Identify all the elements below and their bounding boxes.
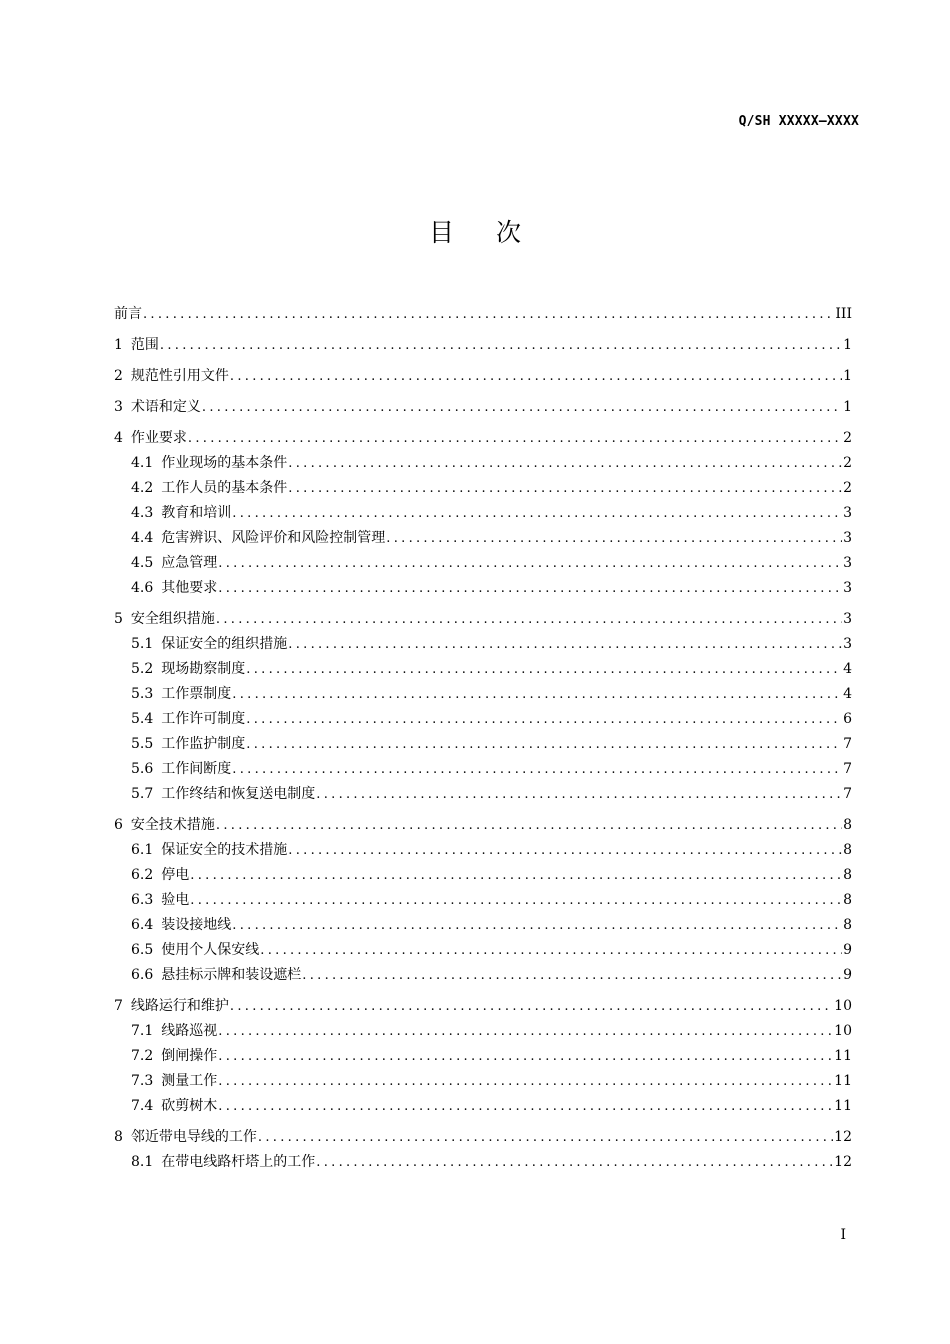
- toc-entry[interactable]: [114, 657, 852, 682]
- toc-entry-number: 5.2: [131, 661, 154, 677]
- toc-entry-number: 1: [114, 337, 123, 353]
- toc-entry-page: 1: [843, 337, 852, 353]
- toc-dot-leader: [232, 913, 842, 938]
- page-number: I: [840, 1227, 846, 1243]
- document-code: Q/SH XXXXX—XXXX: [738, 114, 859, 129]
- toc-entry[interactable]: [114, 707, 852, 732]
- toc-entry-number: 5.3: [131, 686, 154, 702]
- toc-entry-title: 范围: [130, 337, 159, 353]
- toc-entry[interactable]: [114, 632, 852, 657]
- toc-entry-title: 在带电线路杆塔上的工作: [161, 1154, 316, 1170]
- toc-entry-number: 4.3: [131, 505, 154, 521]
- toc-dot-leader: [230, 364, 842, 389]
- toc-entry-page: 12: [834, 1129, 852, 1145]
- toc-entry-title: 教育和培训: [161, 505, 232, 521]
- toc-entry[interactable]: [114, 451, 852, 476]
- toc-entry-title: 规范性引用文件: [130, 368, 229, 384]
- toc-dot-leader: [218, 1069, 833, 1094]
- toc-dot-leader: [386, 526, 842, 551]
- toc-dot-leader: [316, 1150, 833, 1175]
- toc-entry[interactable]: [114, 333, 852, 358]
- toc-entry[interactable]: [114, 1094, 852, 1119]
- toc-entry-title: 测量工作: [161, 1073, 218, 1089]
- toc-entry-title: 使用个人保安线: [161, 942, 260, 958]
- toc-entry-page: 1: [843, 399, 852, 415]
- toc-entry-title: 安全组织措施: [130, 611, 215, 627]
- toc-entry[interactable]: [114, 913, 852, 938]
- toc-entry-number: 5.4: [131, 711, 154, 727]
- toc-entry-page: 3: [843, 636, 852, 652]
- toc-entry-title: 线路巡视: [161, 1023, 218, 1039]
- toc-entry-page: 6: [843, 711, 852, 727]
- toc-dot-leader: [232, 501, 842, 526]
- toc-entry-page: 9: [843, 967, 852, 983]
- toc-dot-leader: [188, 426, 842, 451]
- toc-entry-number: 6.1: [131, 842, 154, 858]
- toc-entry-page: 3: [843, 555, 852, 571]
- toc-entry[interactable]: [114, 1044, 852, 1069]
- toc-entry-number: 6.6: [131, 967, 154, 983]
- toc-entry-title: 工作监护制度: [161, 736, 246, 752]
- toc-entry-number: 3: [114, 399, 123, 415]
- toc-entry-page: 7: [843, 736, 852, 752]
- toc-entry-title: 工作间断度: [161, 761, 232, 777]
- toc-entry-number: 5.1: [131, 636, 154, 652]
- toc-dot-leader: [143, 302, 834, 327]
- toc-entry-page: 9: [843, 942, 852, 958]
- toc-entry-number: 7.3: [131, 1073, 154, 1089]
- toc-entry-page: 8: [843, 867, 852, 883]
- toc-entry-page: 10: [834, 998, 852, 1014]
- toc-entry[interactable]: [114, 426, 852, 451]
- toc-entry[interactable]: [114, 501, 852, 526]
- toc-entry-title: 保证安全的组织措施: [161, 636, 288, 652]
- table-of-contents: [114, 302, 852, 1175]
- toc-entry-title: 现场勘察制度: [161, 661, 246, 677]
- toc-entry[interactable]: [114, 938, 852, 963]
- toc-dot-leader: [218, 1044, 833, 1069]
- toc-dot-leader: [202, 395, 842, 420]
- toc-dot-leader: [190, 888, 842, 913]
- toc-entry-page: 4: [843, 661, 852, 677]
- toc-entry-number: 5: [114, 611, 123, 627]
- toc-entry[interactable]: [114, 364, 852, 389]
- toc-entry-page: 7: [843, 761, 852, 777]
- toc-entry-title: 作业现场的基本条件: [161, 455, 288, 471]
- toc-entry[interactable]: [114, 476, 852, 501]
- toc-entry-number: 5.7: [131, 786, 154, 802]
- toc-entry[interactable]: [114, 576, 852, 601]
- toc-entry[interactable]: [114, 1150, 852, 1175]
- toc-entry[interactable]: [114, 1125, 852, 1150]
- toc-entry-page: 11: [834, 1048, 852, 1064]
- toc-dot-leader: [260, 938, 842, 963]
- toc-entry-number: 4.5: [131, 555, 154, 571]
- toc-dot-leader: [302, 963, 842, 988]
- toc-entry-page: 3: [843, 530, 852, 546]
- toc-entry-number: 6.2: [131, 867, 154, 883]
- toc-dot-leader: [288, 451, 842, 476]
- toc-entry-title: 工作许可制度: [161, 711, 246, 727]
- toc-entry-number: 6.5: [131, 942, 154, 958]
- toc-entry-page: 8: [843, 892, 852, 908]
- toc-entry-number: 7.2: [131, 1048, 154, 1064]
- toc-entry-title: 作业要求: [130, 430, 187, 446]
- toc-entry-page: 12: [834, 1154, 852, 1170]
- toc-entry-page: 3: [843, 580, 852, 596]
- toc-dot-leader: [246, 707, 842, 732]
- toc-entry[interactable]: [114, 302, 852, 327]
- toc-dot-leader: [218, 551, 842, 576]
- toc-dot-leader: [230, 994, 833, 1019]
- toc-entry-number: 7.4: [131, 1098, 154, 1114]
- toc-entry-page: 2: [843, 430, 852, 446]
- toc-entry-title: 其他要求: [161, 580, 218, 596]
- toc-entry[interactable]: [114, 963, 852, 988]
- toc-entry-page: 2: [843, 455, 852, 471]
- toc-entry-number: 5.6: [131, 761, 154, 777]
- toc-entry[interactable]: [114, 1069, 852, 1094]
- toc-dot-leader: [216, 607, 842, 632]
- toc-dot-leader: [232, 757, 842, 782]
- toc-entry-title: 砍剪树木: [161, 1098, 218, 1114]
- toc-entry-page: 7: [843, 786, 852, 802]
- toc-entry[interactable]: [114, 682, 852, 707]
- toc-dot-leader: [216, 813, 842, 838]
- toc-entry-title: 术语和定义: [130, 399, 201, 415]
- toc-entry-number: 7: [114, 998, 123, 1014]
- toc-entry[interactable]: [114, 838, 852, 863]
- toc-dot-leader: [160, 333, 842, 358]
- toc-dot-leader: [288, 632, 842, 657]
- toc-entry-page: 1: [843, 368, 852, 384]
- toc-entry-number: 4: [114, 430, 123, 446]
- toc-entry-page: 11: [834, 1073, 852, 1089]
- toc-dot-leader: [288, 476, 842, 501]
- toc-entry-number: 2: [114, 368, 123, 384]
- toc-dot-leader: [246, 732, 842, 757]
- toc-entry-title: 停电: [161, 867, 190, 883]
- toc-entry[interactable]: [114, 994, 852, 1019]
- toc-entry[interactable]: [114, 607, 852, 632]
- toc-entry-title: 悬挂标示牌和装设遮栏: [161, 967, 302, 983]
- toc-entry-title: 工作人员的基本条件: [161, 480, 288, 496]
- toc-dot-leader: [218, 576, 842, 601]
- toc-entry-title: 装设接地线: [161, 917, 232, 933]
- toc-entry-number: 8: [114, 1129, 123, 1145]
- toc-dot-leader: [232, 682, 842, 707]
- toc-entry-title: 验电: [161, 892, 190, 908]
- toc-entry-page: 2: [843, 480, 852, 496]
- toc-entry-number: 7.1: [131, 1023, 154, 1039]
- toc-entry-page: 4: [843, 686, 852, 702]
- toc-entry-number: 5.5: [131, 736, 154, 752]
- toc-entry-page: 8: [843, 817, 852, 833]
- toc-dot-leader: [218, 1019, 833, 1044]
- toc-entry[interactable]: [114, 526, 852, 551]
- toc-entry-title: 安全技术措施: [130, 817, 215, 833]
- toc-entry-number: 6: [114, 817, 123, 833]
- toc-entry[interactable]: [114, 888, 852, 913]
- toc-entry-page: 11: [834, 1098, 852, 1114]
- toc-entry-number: 4.2: [131, 480, 154, 496]
- toc-entry-number: 6.3: [131, 892, 154, 908]
- toc-entry-title: 应急管理: [161, 555, 218, 571]
- toc-entry[interactable]: [114, 395, 852, 420]
- toc-entry-title: 危害辨识、风险评价和风险控制管理: [161, 530, 386, 546]
- toc-entry-number: 4.1: [131, 455, 154, 471]
- toc-entry[interactable]: [114, 782, 852, 807]
- toc-entry-page: 10: [834, 1023, 852, 1039]
- toc-dot-leader: [218, 1094, 833, 1119]
- toc-entry-page: 8: [843, 917, 852, 933]
- toc-entry-title: 工作票制度: [161, 686, 232, 702]
- toc-dot-leader: [316, 782, 842, 807]
- toc-entry-title: 工作终结和恢复送电制度: [161, 786, 316, 802]
- toc-entry-page: 3: [843, 611, 852, 627]
- toc-dot-leader: [246, 657, 842, 682]
- toc-entry-number: 4.4: [131, 530, 154, 546]
- toc-entry-page: III: [835, 306, 852, 322]
- toc-entry-page: 8: [843, 842, 852, 858]
- toc-title: 目次: [428, 218, 563, 247]
- toc-entry[interactable]: [114, 813, 852, 838]
- toc-entry[interactable]: [114, 757, 852, 782]
- toc-entry-title: 邻近带电导线的工作: [130, 1129, 257, 1145]
- toc-entry[interactable]: [114, 1019, 852, 1044]
- toc-dot-leader: [258, 1125, 833, 1150]
- toc-entry[interactable]: [114, 551, 852, 576]
- toc-entry-number: 4.6: [131, 580, 154, 596]
- toc-entry-title: 线路运行和维护: [130, 998, 229, 1014]
- toc-entry[interactable]: [114, 732, 852, 757]
- toc-entry-number: 8.1: [131, 1154, 154, 1170]
- toc-entry-title: 倒闸操作: [161, 1048, 218, 1064]
- toc-entry[interactable]: [114, 863, 852, 888]
- toc-entry-title: 保证安全的技术措施: [161, 842, 288, 858]
- toc-entry-title: 前言: [114, 306, 142, 322]
- toc-entry-number: 6.4: [131, 917, 154, 933]
- toc-dot-leader: [288, 838, 842, 863]
- toc-dot-leader: [190, 863, 842, 888]
- toc-entry-page: 3: [843, 505, 852, 521]
